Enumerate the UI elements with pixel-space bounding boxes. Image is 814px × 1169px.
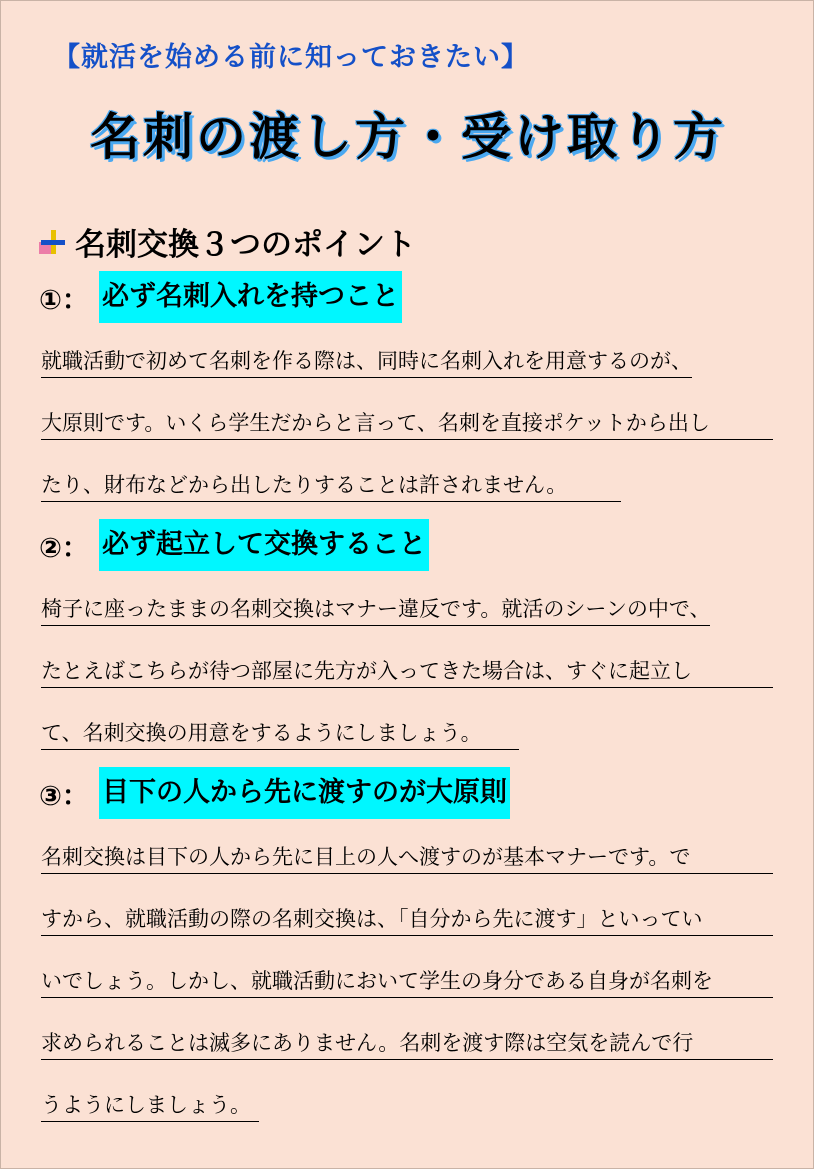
point-3-heading [39, 767, 510, 819]
section-heading [39, 219, 416, 264]
paragraph-line: うようにしましょう。 [41, 1089, 259, 1122]
paragraph-line: いでしょう。しかし、就職活動において学生の身分である自身が名刺を [41, 965, 773, 998]
paragraph-line: 椅子に座ったままの名刺交換はマナー違反です。就活のシーンの中で、 [41, 593, 710, 626]
paragraph-line: 大原則です。いくら学生だからと言って、名刺を直接ポケットから出し [41, 407, 773, 440]
paragraph-line: 就職活動で初めて名刺を作る際は、同時に名刺入れを用意するのが、 [41, 345, 692, 378]
section-heading-text: 名刺交換３つのポイント [75, 227, 416, 263]
point-2-highlight: 必ず起立して交換すること [99, 519, 429, 571]
point-1-heading [39, 271, 402, 323]
point-1-highlight: 必ず名刺入れを持つこと [99, 271, 402, 323]
point-1-number: ①： [39, 284, 89, 316]
plus-bullet-icon [39, 228, 67, 256]
page-title: 名刺の渡し方・受け取り方 [90, 108, 726, 166]
point-2-heading [39, 519, 429, 571]
point-2-number: ②： [39, 532, 89, 564]
paragraph-line: て、名刺交換の用意をするようにしましょう。 [41, 717, 519, 750]
point-3-number: ③： [39, 780, 89, 812]
paragraph-line: 求められることは滅多にありません。名刺を渡す際は空気を読んで行 [41, 1027, 773, 1060]
paragraph-line: たとえばこちらが待つ部屋に先方が入ってきた場合は、すぐに起立し [41, 655, 773, 688]
point-3-highlight: 目下の人から先に渡すのが大原則 [99, 767, 510, 819]
paragraph-line: 名刺交換は目下の人から先に目上の人へ渡すのが基本マナーです。で [41, 841, 773, 874]
paragraph-line: たり、財布などから出したりすることは許されません。 [41, 469, 621, 502]
subtitle: 【就活を始める前に知っておきたい】 [53, 42, 529, 73]
paragraph-line: すから、就職活動の際の名刺交換は、「自分から先に渡す」といってい [41, 903, 773, 936]
